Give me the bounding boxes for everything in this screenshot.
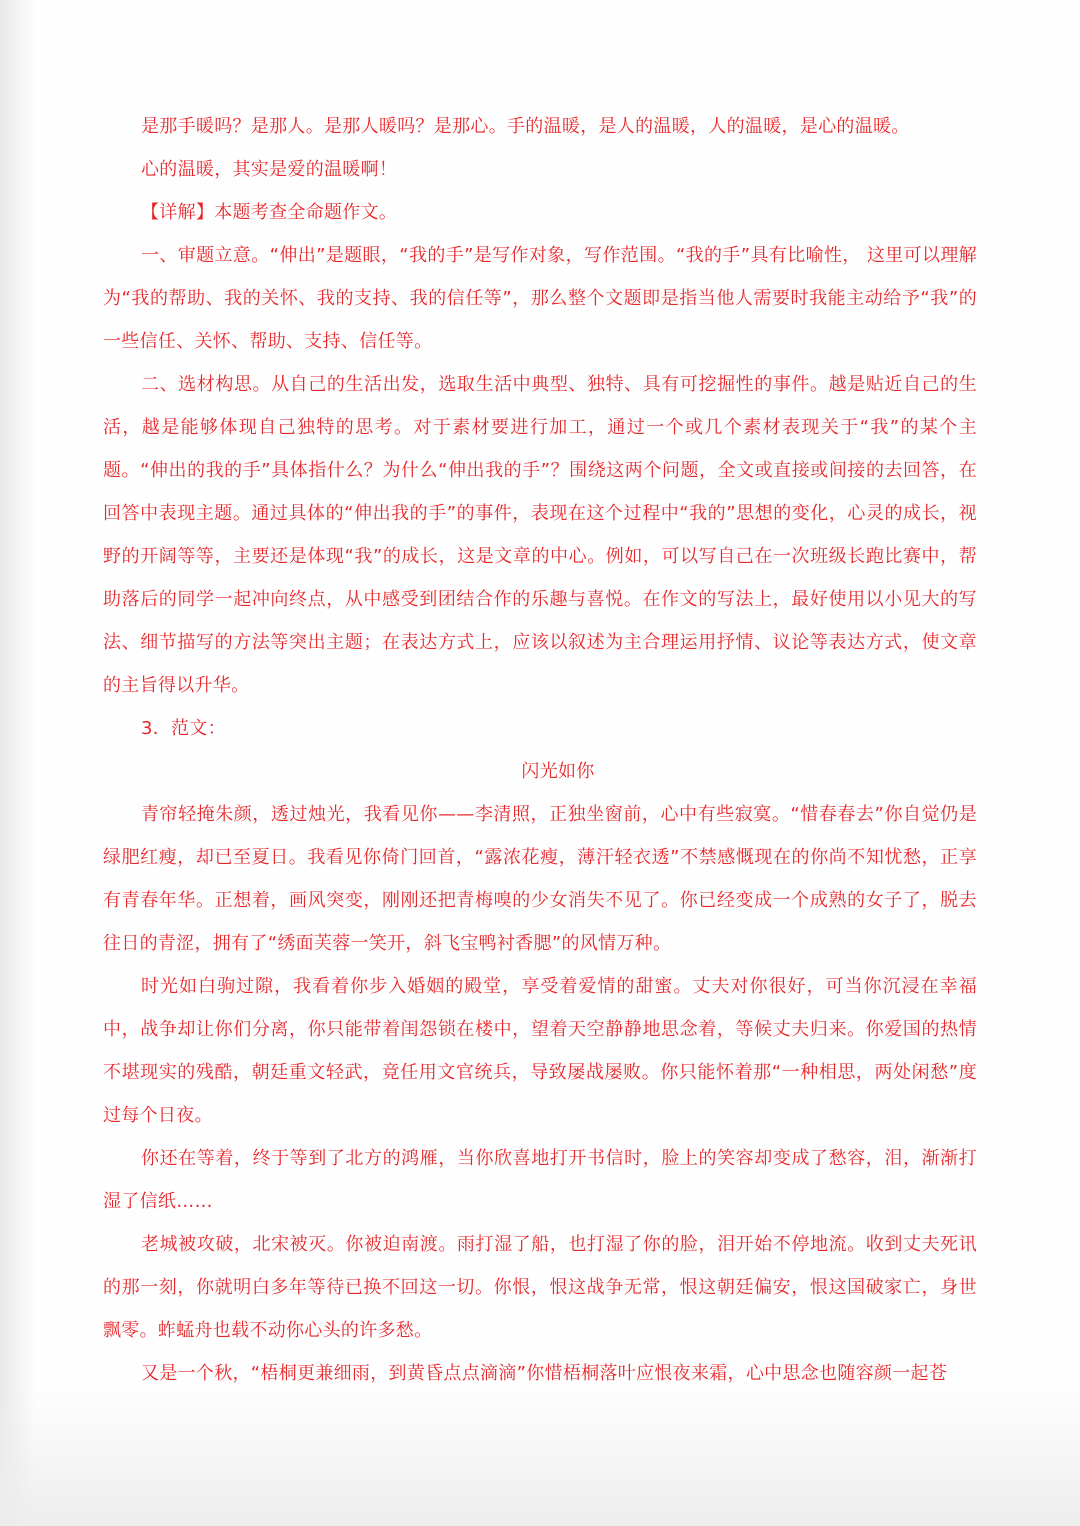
page-bottom-shadow <box>0 1386 1080 1526</box>
essay-paragraph: 青帘轻掩朱颜，透过烛光，我看见你——李清照，正独坐窗前，心中有些寂寞。“惜春春去”你自觉仍是绿肥红瘦，却已至夏日。我看见你倚门回首，“露浓花瘦，薄汗轻衣透”不禁感慨现在的你尚不知忧愁，正享有青春年华。正想着，画风突变，刚刚还把青梅嗅的少女消失不见了。你已经变成一个成熟的女子了，脱去往日的青涩，拥有了“绣面芙蓉一笑开，斜飞宝鸭衬香腮”的风情万种。 <box>103 804 977 954</box>
paragraph: 是那手暖吗？是那人。是那人暖吗？是那心。手的温暖，是人的温暖，人的温暖，是心的温暖。 <box>141 116 910 137</box>
paragraph: 一、审题立意。“伸出”是题眼，“我的手”是写作对象，写作范围。“我的手”具有比喻性， 这里可以理解为“我的帮助、我的关怀、我的支持、我的信任等”，那么整个文题即是指当他人需要时我能主动给予“我”的一些信任、关怀、帮助、支持、信任等。 <box>103 245 977 352</box>
explanation-heading: 【详解】本题考查全命题作文。 <box>141 202 398 223</box>
document-body <box>103 105 977 1395</box>
paragraph: 二、选材构思。从自己的生活出发，选取生活中典型、独特、具有可挖掘性的事件。越是贴近自己的生活，越是能够体现自己独特的思考。对于素材要进行加工，通过一个或几个素材表现关于“我”的某个主题。“伸出的我的手”具体指什么？为什么“伸出我的手”？围绕这两个问题，全文或直接或间接的去回答，在回答中表现主题。通过具体的“伸出我的手”的事件，表现在这个过程中“我的”思想的变化，心灵的成长，视野的开阔等等，主要还是体现“我”的成长，这是文章的中心。例如，可以写自己在一次班级长跑比赛中，帮助落后的同学一起冲向终点，从中感受到团结合作的乐趣与喜悦。在作文的写法上，最好使用以小见大的写法、细节描写的方法等突出主题；在表达方式上，应该以叙述为主合理运用抒情、议论等表达方式，使文章的主旨得以升华。 <box>103 374 977 696</box>
essay-paragraph: 老城被攻破，北宋被灭。你被迫南渡。雨打湿了船，也打湿了你的脸，泪开始不停地流。收到丈夫死讯的那一刻，你就明白多年等待已换不回这一切。你恨，恨这战争无常，恨这朝廷偏安，恨这国破家亡，身世飘零。蚱蜢舟也载不动你心头的许多愁。 <box>103 1234 977 1341</box>
essay-paragraph: 时光如白驹过隙，我看着你步入婚姻的殿堂，享受着爱情的甜蜜。丈夫对你很好，可当你沉浸在幸福中，战争却让你们分离，你只能带着闺怨锁在楼中，望着天空静静地思念着，等候丈夫归来。你爱国的热情不堪现实的残酷，朝廷重文轻武，竟任用文官统兵，导致屡战屡败。你只能怀着那“一种相思，两处闲愁”度过每个日夜。 <box>103 976 977 1126</box>
essay-paragraph: 又是一个秋，“梧桐更兼细雨，到黄昏点点滴滴”你惜梧桐落叶应恨夜来霜，心中思念也随容颜一起苍 <box>141 1363 948 1384</box>
paragraph: 心的温暖，其实是爱的温暖啊！ <box>141 159 398 180</box>
sample-essay-label: 3．范文： <box>141 718 226 739</box>
essay-paragraph: 你还在等着，终于等到了北方的鸿雁，当你欣喜地打开书信时，脸上的笑容却变成了愁容，泪，渐渐打湿了信纸…… <box>103 1148 977 1212</box>
page-edge-shadow <box>0 0 36 1526</box>
essay-title: 闪光如你 <box>521 761 595 782</box>
